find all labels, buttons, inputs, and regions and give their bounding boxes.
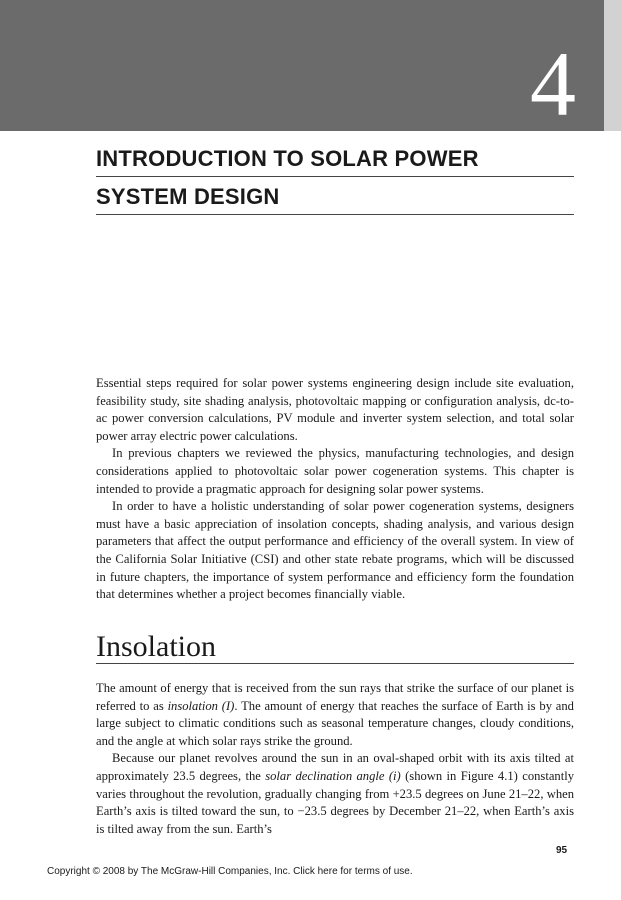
insolation-p1-text-a: The amount of energy that is received from the sun rays that strike the surface of our planet is referred to as (96, 681, 574, 713)
copyright-link[interactable]: Copyright © 2008 by The McGraw-Hill Companies, Inc. Click here for terms of use. (47, 866, 413, 877)
insolation-p1-text-b: . The amount of energy that reaches the surface of Earth is by and large subject to climatic conditions such as seasonal temperature changes, cloudy conditions, and the angle at which solar rays strike the ground. (96, 698, 574, 748)
insolation-p2-text-a: Because our planet revolves around the sun in an oval-shaped orbit with its axis tilted at approximately 23.5 degrees, the (96, 751, 574, 783)
intro-paragraph-1: Essential steps required for solar power systems engineering design include site evaluation, feasibility study, site shading analysis, photovoltaic mapping or configuration analysis, dc-to-ac power conversion calculations, PV module and inverter system selection, and total solar power array electric power calculations. (96, 376, 574, 443)
chapter-header-band (0, 0, 621, 135)
section-heading-insolation: Insolation (96, 630, 216, 663)
chapter-title-line2: SYSTEM DESIGN (96, 184, 280, 209)
insolation-p2-text-b: (shown in Figure 4.1) constantly varies throughout the revolution, gradually changing from +23.5 degrees on June 21–22, when Earth’s axis is tilted toward the sun, to −23.5 degrees by December 21–22, when Earth’s axis is tilted away from the sun. Earth’s (96, 768, 574, 836)
title-rule-1 (96, 176, 574, 177)
insolation-paragraph-1 (96, 680, 574, 750)
section-rule (96, 663, 574, 664)
insolation-text (96, 680, 574, 838)
intro-text (96, 375, 574, 604)
intro-paragraph-3: In order to have a holistic understanding of solar power cogeneration systems, designers must have a basic appreciation of insolation concepts, shading analysis, and various design parameters that affect the output performance and efficiency of the overall system. In view of the California Solar Initiative (CSI) and other state rebate programs, which will be discussed in future chapters, the importance of system performance and efficiency form the foundation that determines whether a project becomes financially viable. (96, 499, 574, 602)
page-number: 95 (556, 845, 568, 856)
header-edge-tab (604, 0, 621, 131)
insolation-term: insolation (I) (167, 698, 235, 713)
insolation-paragraph-2 (96, 750, 574, 838)
intro-paragraph-2: In previous chapters we reviewed the physics, manufacturing technologies, and design considerations applied to photovoltaic solar power cogeneration systems. This chapter is intended to provide a pragmatic approach for designing solar power systems. (96, 446, 574, 496)
declination-term: solar declination angle (i) (265, 768, 401, 783)
title-rule-2 (96, 214, 574, 215)
chapter-title-line1: INTRODUCTION TO SOLAR POWER (96, 146, 479, 171)
chapter-number: 4 (530, 33, 576, 135)
